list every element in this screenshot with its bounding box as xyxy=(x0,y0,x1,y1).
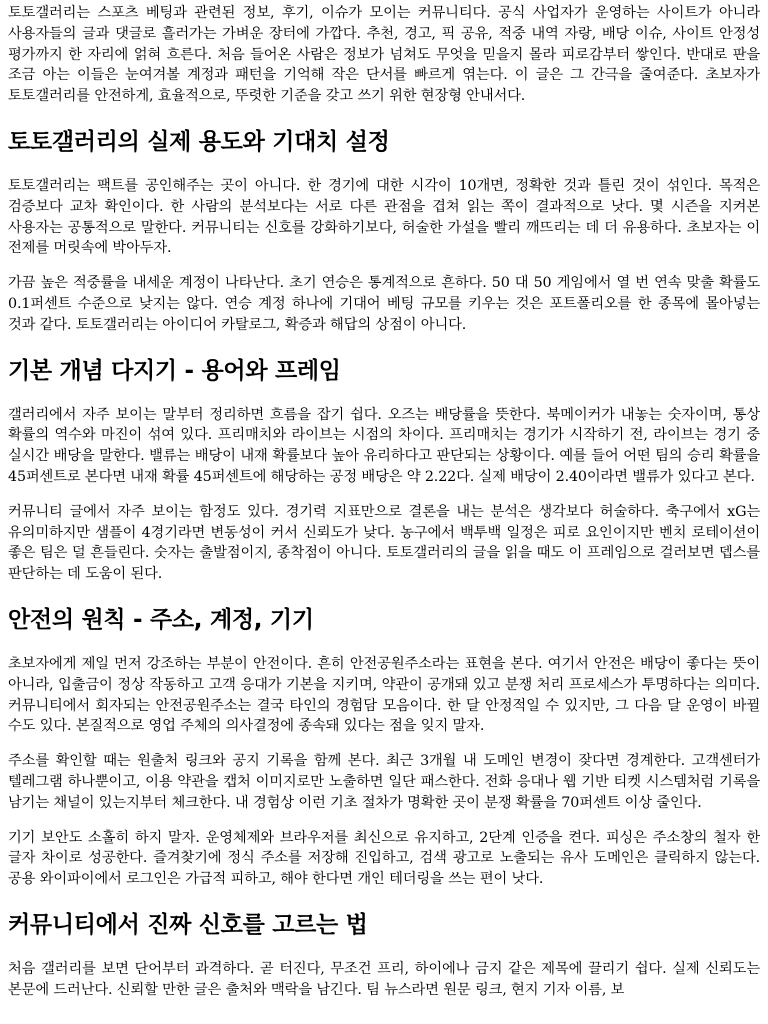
section-paragraph: 토토갤러리는 팩트를 공인해주는 곳이 아니다. 한 경기에 대한 시각이 10개면, 정확한 것과 틀린 것이 섞인다. 목적은 검증보다 교차 확인이다. 한 사람의 분석보다는 서로 다른 관점을 겹쳐 읽는 쪽이 결과적으로 낫다. 몇 시즌을 지켜본 사용자는 공통적으로 말한다. 커뮤니티는 신호를 강화하기보다, 허술한 가설을 빨리 깨뜨리는 데 더 유용하다. 초보자는 이 전제를 머릿속에 박아두자. xyxy=(8,177,760,257)
section-heading: 토토갤러리의 실제 용도와 기대치 설정 xyxy=(8,128,390,155)
section-heading: 기본 개념 다지기 - 용어와 프레임 xyxy=(8,357,341,384)
section-safety xyxy=(8,605,760,890)
section-heading: 안전의 원칙 - 주소, 계정, 기기 xyxy=(8,606,314,633)
section-purpose xyxy=(8,127,760,336)
section-paragraph: 초보자에게 제일 먼저 강조하는 부분이 안전이다. 흔히 안전공원주소라는 표현을 본다. 여기서 안전은 배당이 좋다는 뜻이 아니라, 입출금이 정상 작동하고 고객 응대가 기본을 지키며, 약관이 공개돼 있고 분쟁 처리 프로세스가 투명하다는 의미다. 커뮤니티에서 회자되는 안전공원주소는 결국 타인의 경험담 모음이다. 한 달 안정적일 수 있지만, 그 다음 달 운영이 바뀔 수도 있다. 본질적으로 영업 주체의 의사결정에 종속돼 있다는 점을 잊지 말자. xyxy=(8,655,760,735)
intro-section xyxy=(8,3,760,107)
section-paragraph: 주소를 확인할 때는 원출처 링크와 공지 기록을 함께 본다. 최근 3개월 내 도메인 변경이 잦다면 경계한다. 고객센터가 텔레그램 하나뿐이고, 이용 약관을 캡처 이미지로만 노출하면 일단 패스한다. 전화 응대나 웹 기반 티켓 시스템처럼 기록을 남기는 채널이 있는지부터 체크한다. 내 경험상 이런 기초 절차가 명확한 곳이 분쟁 확률을 70퍼센트 이상 줄인다. xyxy=(8,753,760,811)
section-paragraph: 커뮤니티 글에서 자주 보이는 함정도 있다. 경기력 지표만으로 결론을 내는 분석은 생각보다 허술하다. 축구에서 xG는 유의미하지만 샘플이 4경기라면 변동성이 커서 신뢰도가 낮다. 농구에서 백투백 일정은 피로 요인이지만 벤치 로테이션이 좋은 팀은 덜 흔들린다. 숫자는 출발점이지, 종착점이 아니다. 토토갤러리의 글을 읽을 때도 이 프레임으로 걸러보면 뎁스를 판단하는 데 도움이 된다. xyxy=(8,503,760,583)
section-paragraph: 갤러리에서 자주 보이는 말부터 정리하면 흐름을 잡기 쉽다. 오즈는 배당률을 뜻한다. 북메이커가 내놓는 숫자이며, 통상 확률의 역수와 마진이 섞여 있다. 프리매치와 라이브는 시점의 차이다. 프리매치는 경기가 시작하기 전, 라이브는 경기 중 실시간 배당을 말한다. 밸류는 배당이 내재 확률보다 높아 유리하다고 판단되는 상황이다. 예를 들어 어떤 팀의 승리 확률을 45퍼센트로 본다면 내재 확률 45퍼센트에 해당하는 공정 배당은 약 2.22다. 실제 배당이 2.40이라면 밸류가 있다고 본다. xyxy=(8,406,760,485)
section-paragraph: 처음 갤러리를 보면 단어부터 과격하다. 곧 터진다, 무조건 프리, 하이에나 금지 같은 제목에 끌리기 쉽다. 실제 신뢰도는 본문에 드러난다. 신뢰할 만한 글은 출처와 맥락을 남긴다. 팀 뉴스라면 원문 링크, 현지 기자 이름, 보 xyxy=(8,960,760,998)
section-terms xyxy=(8,356,760,585)
section-heading: 커뮤니티에서 진짜 신호를 고르는 법 xyxy=(8,911,368,938)
intro-paragraph: 토토갤러리는 스포츠 베팅과 관련된 정보, 후기, 이슈가 모이는 커뮤니티다. 공식 사업자가 운영하는 사이트가 아니라 사용자들의 글과 댓글로 흘러가는 가벼운 장터에 가깝다. 추천, 경고, 픽 공유, 적중 내역 자랑, 배당 이슈, 사이트 안정성 평가까지 한 자리에 얽혀 흐른다. 처음 들어온 사람은 정보가 넘쳐도 무엇을 믿을지 몰라 피로감부터 쌓인다. 반대로 판을 조금 아는 이들은 눈여겨볼 계정과 패턴을 기억해 작은 단서를 빠르게 엮는다. 이 글은 그 간극을 줄여준다. 초보자가 토토갤러리를 안전하게, 효율적으로, 뚜렷한 기준을 갖고 쓰기 위한 현장형 안내서다. xyxy=(8,5,760,105)
section-signals xyxy=(8,910,760,1001)
section-paragraph: 가끔 높은 적중률을 내세운 계정이 나타난다. 초기 연승은 통계적으로 흔하다. 50 대 50 게임에서 열 번 연속 맞출 확률도 0.1퍼센트 수준으로 낮지는 않다. 연승 계정 하나에 기대어 베팅 규모를 키우는 것은 포트폴리오를 한 종목에 몰아넣는 것과 같다. 토토갤러리는 아이디어 카탈로그, 확증과 해답의 상점이 아니다. xyxy=(8,275,760,333)
section-paragraph: 기기 보안도 소홀히 하지 말자. 운영체제와 브라우저를 최신으로 유지하고, 2단계 인증을 켠다. 피싱은 주소창의 철자 한 글자 차이로 성공한다. 즐겨찾기에 정식 주소를 저장해 진입하고, 검색 광고로 노출되는 유사 도메인은 클릭하지 않는다. 공용 와이파이에서 로그인은 가급적 피하고, 해야 한다면 개인 테더링을 쓰는 편이 낫다. xyxy=(8,829,760,888)
